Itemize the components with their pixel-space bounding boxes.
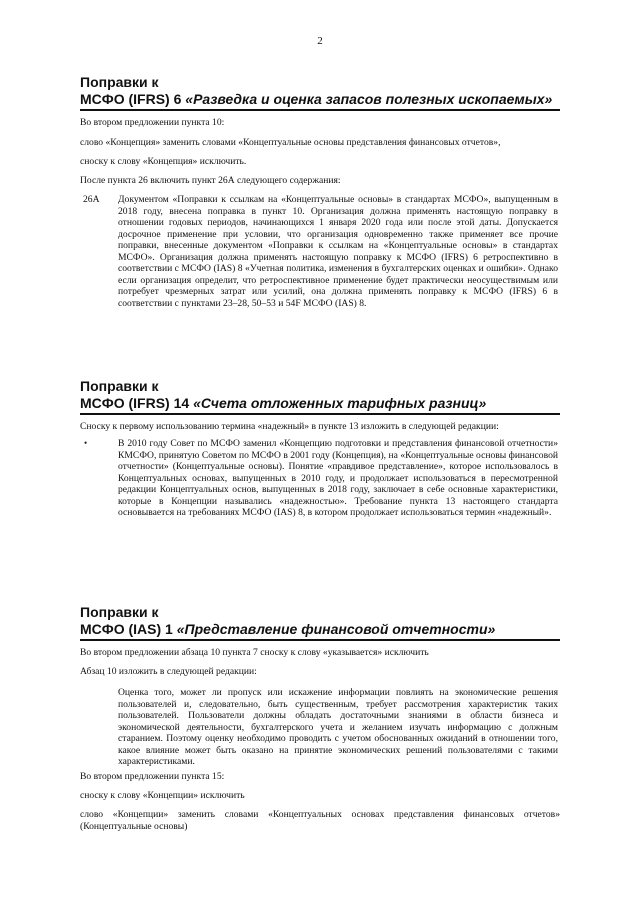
- heading-code: МСФО (IFRS) 6: [80, 91, 182, 107]
- heading-title: «Представление финансовой отчетности»: [176, 621, 496, 637]
- paragraph: Во втором предложении пункта 10:: [80, 117, 225, 128]
- page-number: 2: [317, 35, 323, 47]
- item-text: Документом «Поправки к ссылкам на «Концептуальные основы» в стандартах МСФО», выпущенным в 2018 году, внесена поправка в пункт 10. Организация должна применять настоящую поправку в отношении годовых периодов, начинающихся 1 января 2020 года или после этой даты. Допускается досрочное применение при условии, что организация одновременно также применяет все прочие поправки, внесенные документом «Поправки к ссылкам на «Концептуальные основы» в стандартах МСФО». Организация должна применять настоящую поправку к МСФО (IFRS) 6 ретроспективно в соответствии с МСФО (IAS) 8 «Учетная политика, изменения в бухгалтерских оценках и ошибки». Однако если организация определит, что ретроспективное применение будет практически неосуществимым или потребует чрезмерных затрат или усилий, она должна применять поправку к МСФО (IFRS) 6 в соответствии с пунктами 23–28, 50–53 и 54F МСФО (IAS) 8.: [118, 194, 558, 309]
- heading-title-line: [80, 91, 560, 111]
- bullet-marker: •: [84, 438, 88, 448]
- quote-text: Оценка того, может ли пропуск или искажение информации повлиять на экономические решения пользователей и, следовательно, быть существенным, требует рассмотрения характеристик таких пользователей. Пользователи должны обладать достаточными знаниями в области бизнеса и экономической деятельности, бухгалтерского учета и желанием изучать информацию с должным старанием. Поэтому оценку необходимо проводить с учетом обоснованных ожиданий в отношении того, какое влияние может быть оказано на принятие экономических решений пользователями с такими характеристиками.: [118, 687, 558, 767]
- item-text: В 2010 году Совет по МСФО заменил «Концепцию подготовки и представления финансовой отчетности» КМСФО, принятую Советом по МСФО в 2001 году (Концепция), на «Концептуальные основы финансовой отчетности» (Концептуальные основы). Понятие «правдивое представление», которое использовалось в Концептуальных основах, выпущенных в 2010 году, и продолжает использоваться в пересмотренной редакции Концептуальных основ, выпущенных в 2018 году, заключает в себе основные характеристики, которые в Концепции назывались «надежностью». Требование пункта 13 настоящего стандарта основывается на требованиях МСФО (IAS) 8, в котором продолжает использоваться термин «надежный».: [118, 438, 558, 518]
- paragraph: После пункта 26 включить пункт 26А следующего содержания:: [80, 175, 341, 186]
- heading-title-line: [80, 395, 560, 415]
- item-marker: 26А: [83, 194, 100, 205]
- paragraph: Абзац 10 изложить в следующей редакции:: [80, 666, 257, 677]
- paragraph: слово «Концепция» заменить словами «Концептуальные основы представления финансовых отчетов»,: [80, 137, 501, 148]
- heading-line1: Поправки к: [80, 74, 159, 90]
- paragraph: слово «Концепции» заменить словами «Концептуальных основах представления финансовых отчетов» (Концептуальные основы): [80, 809, 560, 832]
- heading-title: «Разведка и оценка запасов полезных ископаемых»: [185, 91, 553, 107]
- section-heading-ifrs14: [80, 378, 560, 415]
- heading-line1: Поправки к: [80, 378, 159, 394]
- section-heading-ias1: [80, 604, 560, 641]
- heading-code: МСФО (IFRS) 14: [80, 395, 190, 411]
- heading-title: «Счета отложенных тарифных разниц»: [193, 395, 487, 411]
- paragraph: Во втором предложении пункта 15:: [80, 771, 225, 782]
- paragraph: Сноску к первому использованию термина «надежный» в пункте 13 изложить в следующей редакции:: [80, 421, 499, 432]
- heading-code: МСФО (IAS) 1: [80, 621, 173, 637]
- heading-line1: Поправки к: [80, 604, 159, 620]
- paragraph: сноску к слову «Концепции» исключить: [80, 790, 245, 801]
- paragraph: Во втором предложении абзаца 10 пункта 7 сноску к слову «указывается» исключить: [80, 647, 429, 658]
- paragraph: сноску к слову «Концепция» исключить.: [80, 156, 247, 167]
- section-heading-ifrs6: [80, 74, 560, 111]
- heading-title-line: [80, 621, 560, 641]
